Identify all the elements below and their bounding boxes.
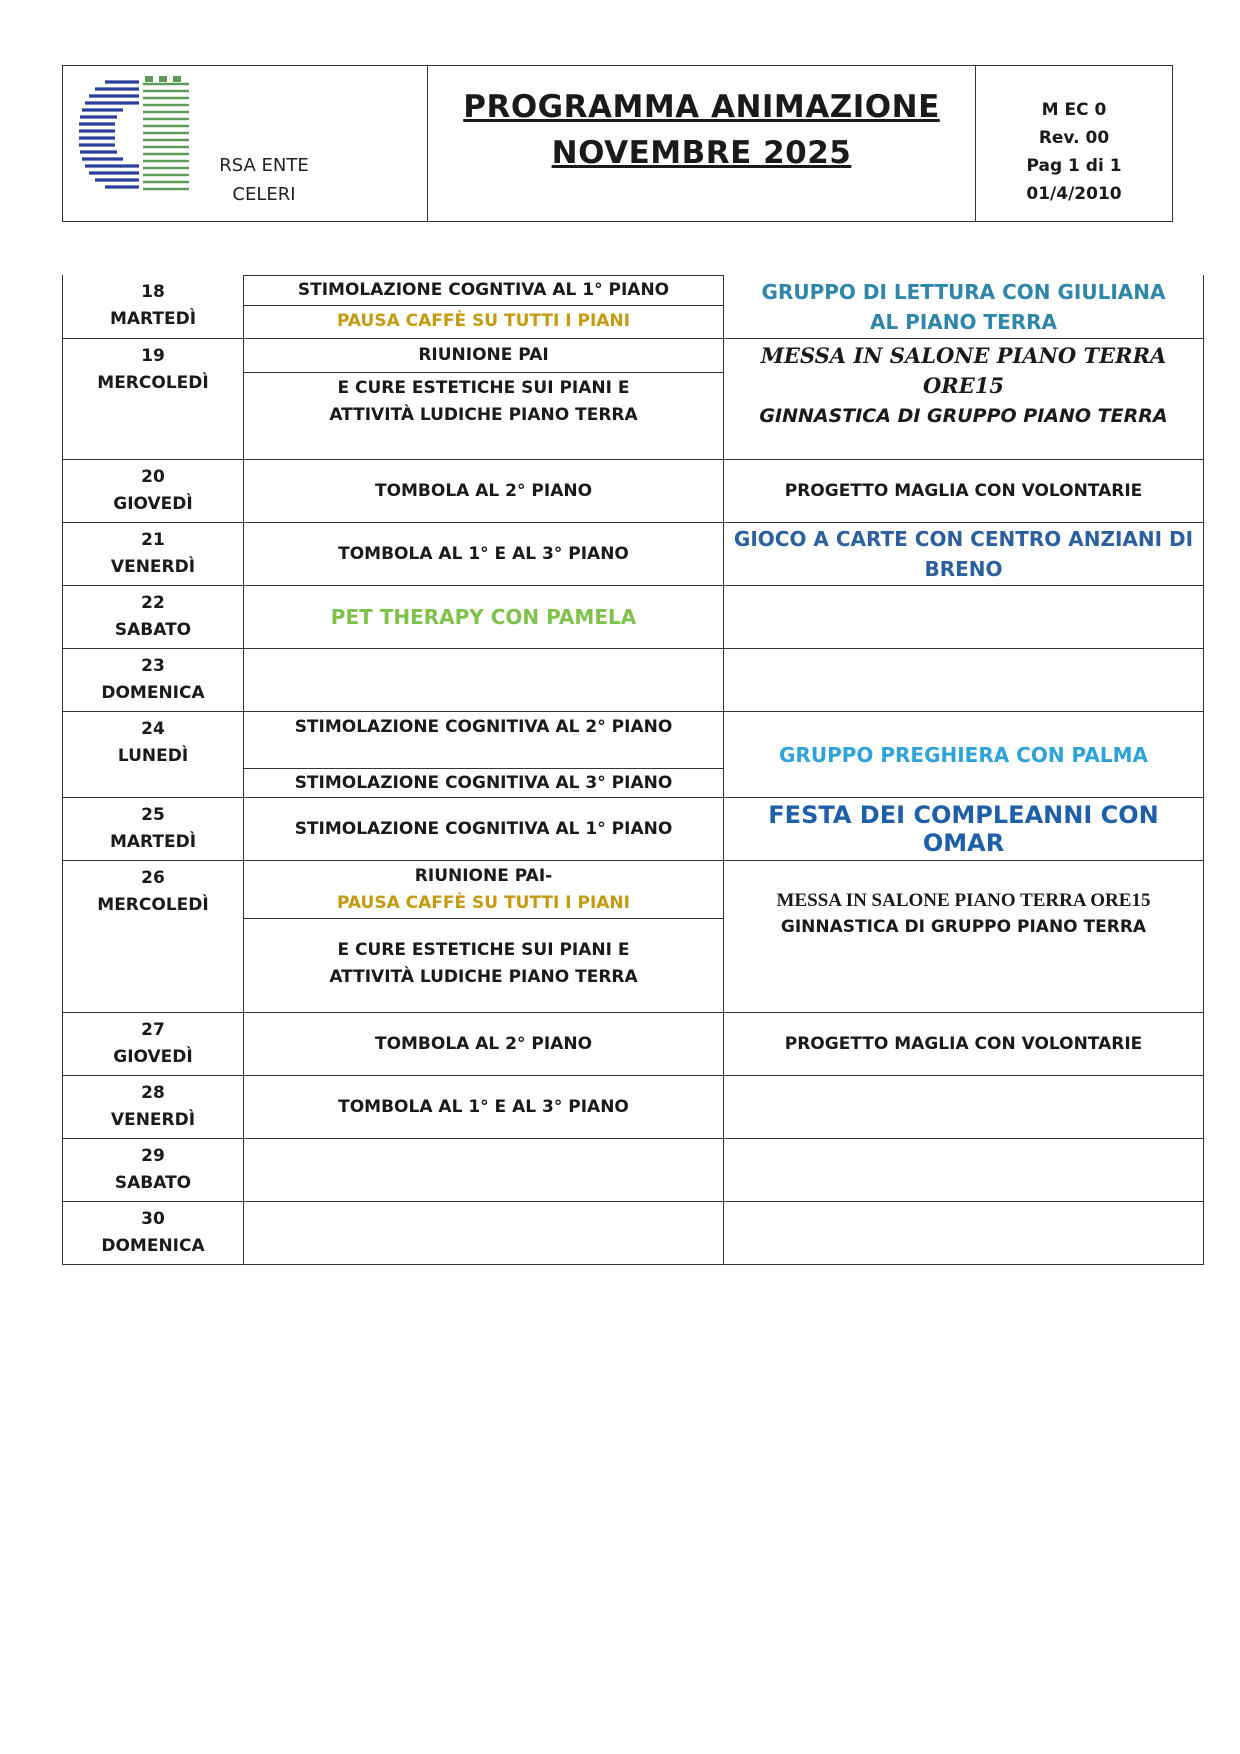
table-row bbox=[62, 1139, 1204, 1202]
events-cell bbox=[724, 1076, 1204, 1138]
activity: STIMOLAZIONE COGNTIVA AL 1° PIANO bbox=[297, 280, 670, 300]
table-row bbox=[62, 523, 1204, 586]
activity: STIMOLAZIONE COGNITIVA AL 3° PIANO bbox=[244, 768, 723, 797]
activity: TOMBOLA AL 2° PIANO bbox=[374, 480, 593, 501]
event-line: GIOCO A CARTE CON CENTRO ANZIANI DI bbox=[733, 527, 1194, 551]
day-name: SABATO bbox=[114, 620, 192, 640]
activities-cell bbox=[244, 861, 724, 1012]
day-number: 19 bbox=[141, 346, 165, 366]
events-cell bbox=[724, 275, 1204, 338]
events-cell bbox=[724, 1202, 1204, 1264]
events-cell bbox=[724, 798, 1204, 860]
day-number: 27 bbox=[141, 1020, 165, 1040]
table-row bbox=[62, 586, 1204, 649]
activity: TOMBOLA AL 1° E AL 3° PIANO bbox=[338, 1096, 629, 1117]
event-line: MESSA IN SALONE PIANO TERRA bbox=[760, 343, 1167, 368]
activities-cell bbox=[244, 1139, 724, 1201]
event-line: GRUPPO PREGHIERA CON PALMA bbox=[779, 742, 1148, 767]
day-name: DOMENICA bbox=[101, 1236, 205, 1256]
title-line-2: NOVEMBRE 2025 bbox=[551, 135, 852, 171]
day-cell bbox=[62, 1202, 244, 1264]
day-cell bbox=[62, 586, 244, 648]
day-name: MARTEDÌ bbox=[109, 309, 197, 329]
day-number: 23 bbox=[141, 656, 165, 676]
table-row bbox=[62, 1013, 1204, 1076]
day-name: VENERDÌ bbox=[110, 557, 196, 577]
day-number: 25 bbox=[141, 805, 165, 825]
table-row bbox=[62, 339, 1204, 460]
event-line: GINNASTICA DI GRUPPO PIANO TERRA bbox=[759, 405, 1168, 427]
events-cell bbox=[724, 339, 1204, 459]
events-cell bbox=[724, 712, 1204, 797]
day-number: 21 bbox=[141, 530, 165, 550]
doc-page: Pag 1 di 1 bbox=[1026, 156, 1122, 176]
events-cell bbox=[724, 586, 1204, 648]
doc-revision: Rev. 00 bbox=[1038, 128, 1110, 148]
title-line-1: PROGRAMMA ANIMAZIONE bbox=[463, 89, 940, 125]
activity: TOMBOLA AL 2° PIANO bbox=[374, 1033, 593, 1054]
activities-cell bbox=[244, 339, 724, 459]
activities-cell bbox=[244, 1202, 724, 1264]
day-number: 26 bbox=[141, 868, 165, 888]
day-cell bbox=[62, 861, 244, 1012]
activities-cell bbox=[244, 523, 724, 585]
activity: RIUNIONE PAI- PAUSA CAFFÈ SU TUTTI I PIANI bbox=[337, 865, 630, 913]
day-cell bbox=[62, 1139, 244, 1201]
event-line: GRUPPO DI LETTURA CON GIULIANA bbox=[761, 279, 1166, 304]
activity: E CURE ESTETICHE SUI PIANI E ATTIVITÀ LUDICHE PIANO TERRA bbox=[244, 372, 723, 457]
event-line: ORE15 bbox=[923, 373, 1004, 398]
day-cell bbox=[62, 798, 244, 860]
day-cell bbox=[62, 523, 244, 585]
day-name: SABATO bbox=[114, 1173, 192, 1193]
activities-cell bbox=[244, 586, 724, 648]
doc-date: 01/4/2010 bbox=[1026, 184, 1122, 204]
activity: STIMOLAZIONE COGNITIVA AL 2° PIANO bbox=[294, 717, 673, 737]
day-number: 28 bbox=[141, 1083, 165, 1103]
events-cell bbox=[724, 1013, 1204, 1075]
events-cell bbox=[724, 1139, 1204, 1201]
activity: E CURE ESTETICHE SUI PIANI E ATTIVITÀ LUDICHE PIANO TERRA bbox=[244, 918, 723, 1012]
day-name: VENERDÌ bbox=[110, 1110, 196, 1130]
day-name: GIOVEDÌ bbox=[113, 494, 193, 514]
activities-cell bbox=[244, 460, 724, 522]
event-line: MESSA IN SALONE PIANO TERRA ORE15 bbox=[776, 890, 1151, 911]
day-cell bbox=[62, 339, 244, 459]
events-cell bbox=[724, 523, 1204, 585]
organization-name: RSA ENTE CELERI bbox=[219, 155, 309, 205]
activities-cell bbox=[244, 1076, 724, 1138]
table-row bbox=[62, 1076, 1204, 1139]
event-line: PROGETTO MAGLIA CON VOLONTARIE bbox=[784, 1034, 1143, 1054]
activities-cell bbox=[244, 712, 724, 797]
day-cell bbox=[62, 712, 244, 797]
day-number: 29 bbox=[141, 1146, 165, 1166]
activities-cell bbox=[244, 1013, 724, 1075]
document-title bbox=[428, 66, 976, 221]
activities-cell bbox=[244, 649, 724, 711]
schedule-table bbox=[62, 275, 1204, 1265]
table-row bbox=[62, 275, 1204, 339]
activities-cell bbox=[244, 798, 724, 860]
event-line: GINNASTICA DI GRUPPO PIANO TERRA bbox=[780, 917, 1147, 937]
events-cell bbox=[724, 649, 1204, 711]
table-row bbox=[62, 460, 1204, 523]
day-number: 24 bbox=[141, 719, 165, 739]
day-cell bbox=[62, 1076, 244, 1138]
events-cell bbox=[724, 460, 1204, 522]
day-cell bbox=[62, 460, 244, 522]
rsa-logo-icon bbox=[77, 76, 202, 201]
day-cell bbox=[62, 649, 244, 711]
activity: PET THERAPY CON PAMELA bbox=[330, 604, 637, 629]
table-row bbox=[62, 798, 1204, 861]
activity: RIUNIONE PAI bbox=[418, 345, 549, 365]
table-row bbox=[62, 861, 1204, 1013]
day-name: LUNEDÌ bbox=[117, 746, 189, 766]
day-name: MERCOLEDÌ bbox=[97, 895, 209, 915]
table-row bbox=[62, 649, 1204, 712]
event-line: BRENO bbox=[924, 557, 1003, 581]
day-cell bbox=[62, 275, 244, 338]
day-name: MARTEDÌ bbox=[109, 832, 197, 852]
activity: STIMOLAZIONE COGNITIVA AL 1° PIANO bbox=[294, 818, 673, 839]
events-cell bbox=[724, 861, 1204, 1012]
event-line: AL PIANO TERRA bbox=[869, 309, 1058, 334]
activity: PAUSA CAFFÈ SU TUTTI I PIANI bbox=[244, 305, 723, 336]
day-name: MERCOLEDÌ bbox=[97, 373, 209, 393]
day-name: GIOVEDÌ bbox=[113, 1047, 193, 1067]
day-number: 22 bbox=[141, 593, 165, 613]
day-cell bbox=[62, 1013, 244, 1075]
logo-cell bbox=[63, 66, 428, 221]
table-row bbox=[62, 1202, 1204, 1265]
activity: TOMBOLA AL 1° E AL 3° PIANO bbox=[338, 543, 629, 564]
table-row bbox=[62, 712, 1204, 798]
document-meta bbox=[976, 66, 1172, 221]
activities-cell bbox=[244, 275, 724, 338]
day-name: DOMENICA bbox=[101, 683, 205, 703]
event-line: PROGETTO MAGLIA CON VOLONTARIE bbox=[784, 481, 1143, 501]
day-number: 30 bbox=[141, 1209, 165, 1229]
document-header bbox=[62, 65, 1173, 222]
day-number: 18 bbox=[141, 282, 165, 302]
doc-code: M EC 0 bbox=[1041, 100, 1107, 120]
day-number: 20 bbox=[141, 467, 165, 487]
event-line: FESTA DEI COMPLEANNI CON OMAR bbox=[768, 801, 1159, 857]
